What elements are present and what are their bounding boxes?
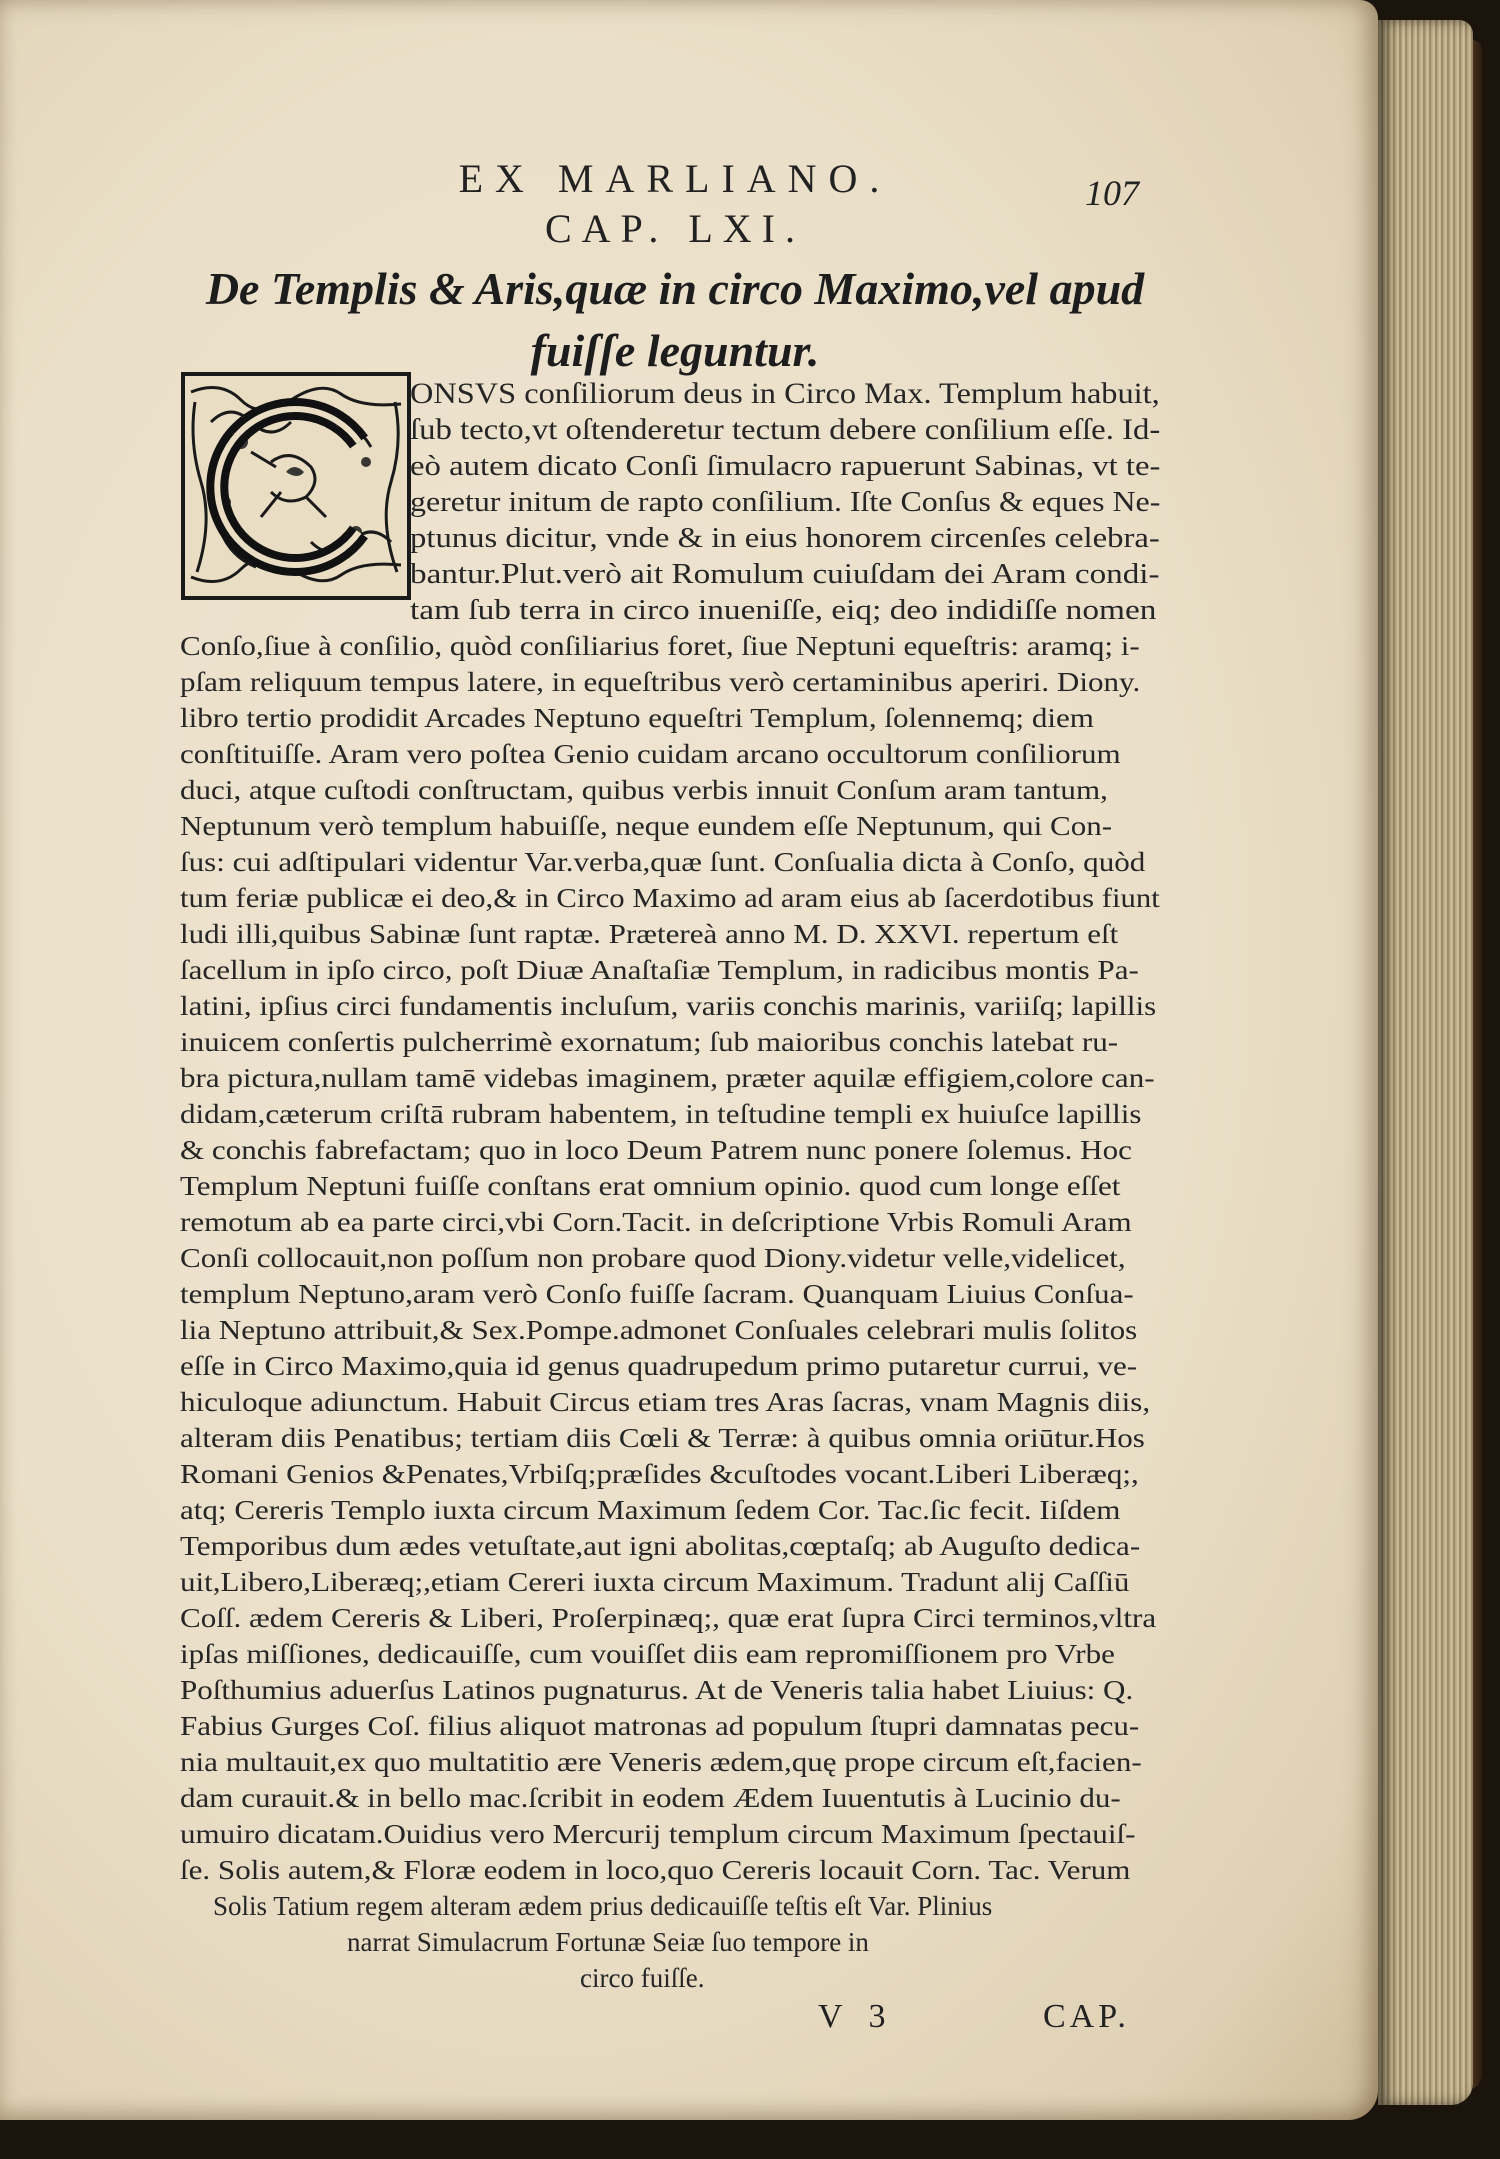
body-line: Romani Genios &Penates,Vrbiſq;præſides &cuſtodes vocant.Liberi Liberæq;, [180, 1459, 1139, 1489]
body-line: didam,cæterum criſtā rubram habentem, in teſtudine templi ex huiuſce lapillis [180, 1099, 1142, 1129]
body-line: tam ſub terra in circo inueniſſe, eiq; deo indidiſſe nomen [410, 594, 1157, 626]
body-line: Templum Neptuni fuiſſe conſtans erat omnium opinio. quod cum longe eſſet [180, 1171, 1121, 1201]
catchword: CAP. [1043, 1998, 1130, 2035]
running-head: EX MARLIANO. [458, 156, 892, 201]
body-line: dam curauit.& in bello mac.ſcribit in eodem Ædem Iuuentutis à Lucinio du- [180, 1783, 1121, 1813]
body-line: Conſo,ſiue à conſilio, quòd conſiliarius foret, ſiue Neptuni equeſtris: aramq; i- [180, 631, 1140, 661]
body-line: remotum ab ea parte circi,vbi Corn.Tacit. in deſcriptione Vrbis Romuli Aram [180, 1207, 1132, 1237]
body-line: eò autem dicato Conſi ſimulacro rapuerunt Sabinas, vt te- [410, 450, 1161, 482]
body-line: ſus: cui adſtipulari videntur Var.verba,quæ ſunt. Conſualia dicta à Conſo, quòd [180, 847, 1146, 877]
body-line: alteram diis Penatibus; tertiam diis Cœli & Terræ: à quibus omnia oriūtur.Hos [180, 1423, 1145, 1453]
page-number: 107 [1085, 173, 1139, 213]
chapter-heading: CAP. LXI. [544, 206, 806, 251]
body-line: ptunus dicitur, vnde & in eius honorem circenſes celebra- [410, 522, 1160, 554]
body-line: ſacellum in ipſo circo, poſt Diuæ Anaſtaſiæ Templum, in radicibus montis Pa- [180, 955, 1139, 985]
body-line: inuicem conſertis pulcherrimè exornatum; ſub maioribus conchis latebat ru- [180, 1027, 1119, 1057]
body-line: ludi illi,quibus Sabinæ ſunt raptæ. Prætereà anno M. D. XXVI. repertum eſt [180, 919, 1119, 949]
body-line: Neptunum verò templum habuiſſe, neque eundem eſſe Neptunum, qui Con- [180, 811, 1113, 841]
body-line: latini, ipſius circi fundamentis incluſum, variis conchis marinis, variiſq; lapillis [180, 991, 1157, 1021]
body-line: Poſthumius aduerſus Latinos pugnaturus. At de Veneris talia habet Liuius: Q. [180, 1675, 1134, 1705]
body-line: ſub tecto,vt oſtenderetur tectum debere conſilium eſſe. Id- [410, 413, 1161, 446]
body-line: eſſe in Circo Maximo,quia id genus quadrupedum primo putaretur currui, ve- [180, 1351, 1138, 1381]
body-line: libro tertio prodidit Arcades Neptuno equeſtri Templum, ſolennemq; diem [180, 703, 1094, 733]
title-line-1: De Templis & Aris,quæ in circo Maximo,vel apud [205, 263, 1145, 314]
body-line: atq; Cereris Templo iuxta circum Maximum ſedem Cor. Tac.ſic fecit. Iiſdem [180, 1495, 1121, 1525]
chapter-title [150, 258, 1200, 382]
body-line: uit,Libero,Liberæq;,etiam Cereri iuxta circum Maximum. Tradunt alij Caſſiū [180, 1567, 1130, 1597]
body-line: pſam reliquum tempus latere, in equeſtribus verò certaminibus aperiri. Diony. [180, 667, 1141, 697]
body-line: conſtituiſſe. Aram vero poſtea Genio cuidam arcano occultorum conſiliorum [180, 739, 1121, 769]
body-line: ipſas miſſiones, dedicauiſſe, cum vouiſſet diis eam repromiſſionem pro Vrbe [180, 1639, 1115, 1669]
body-line: bantur.Plut.verò ait Romulum cuiuſdam dei Aram condi- [410, 558, 1160, 590]
signature-mark: V 3 [818, 1998, 886, 2035]
body-line: duci, atque cuſtodi conſtructam, quibus verbis innuit Conſum aram tantum, [180, 775, 1108, 805]
body-line: Temporibus dum ædes vetuſtate,aut igni abolitas,cœptaſq; ab Auguſto dedica- [180, 1531, 1141, 1561]
body-line: hiculoque adiunctum. Habuit Circus etiam tres Aras ſacras, vnam Magnis diis, [180, 1387, 1151, 1417]
body-line: geretur initum de rapto conſilium. Iſte Conſus & eques Ne- [410, 486, 1161, 518]
body-line: ONSVS conſiliorum deus in Circo Max. Templum habuit, [410, 377, 1160, 410]
body-line: Conſi collocauit,non poſſum non probare quod Diony.videtur velle,videlicet, [180, 1243, 1126, 1273]
body-line: bra pictura,nullam tamē videbas imaginem, præter aquilæ effigiem,colore can- [180, 1063, 1155, 1093]
body-line: Fabius Gurges Coſ. filius aliquot matronas ad populum ſtupri damnatas pecu- [180, 1711, 1140, 1741]
body-line: narrat Simulacrum Fortunæ Seiæ ſuo tempore in [347, 1927, 869, 1957]
body-line: circo fuiſſe. [580, 1963, 705, 1993]
body-line: Solis Tatium regem alteram ædem prius dedicauiſſe teſtis eſt Var. Plinius [213, 1891, 993, 1921]
body-line: nia multauit,ex quo multatitio ære Veneris ædem,quę prope circum eſt,facien- [180, 1747, 1142, 1777]
body-line: templum Neptuno,aram verò Conſo fuiſſe ſacram. Quanquam Liuius Conſua- [180, 1279, 1134, 1309]
body-line: lia Neptuno attribuit,& Sex.Pompe.admonet Conſuales celebrari mulis ſolitos [180, 1315, 1138, 1345]
body-line: Coſſ. ædem Cereris & Liberi, Proſerpinæq;, quæ erat ſupra Circi terminos,vltra [180, 1603, 1157, 1633]
page-edges [1378, 20, 1473, 2105]
title-line-2: fuiſſe leguntur. [530, 325, 820, 376]
woodcut-decorated-initial-icon [181, 372, 411, 600]
body-line: umuiro dicatam.Ouidius vero Mercurij templum circum Maximum ſpectauiſ- [180, 1819, 1136, 1849]
body-line: ſe. Solis autem,& Floræ eodem in loco,quo Cereris locauit Corn. Tac. Verum [180, 1855, 1131, 1885]
body-line: tum feriæ publicæ ei deo,& in Circo Maximo ad aram eius ab ſacerdotibus fiunt [180, 883, 1160, 913]
initial-woodcut [181, 372, 411, 600]
body-line: & conchis fabrefactam; quo in loco Deum Patrem nunc ponere ſolemus. Hoc [180, 1135, 1132, 1165]
